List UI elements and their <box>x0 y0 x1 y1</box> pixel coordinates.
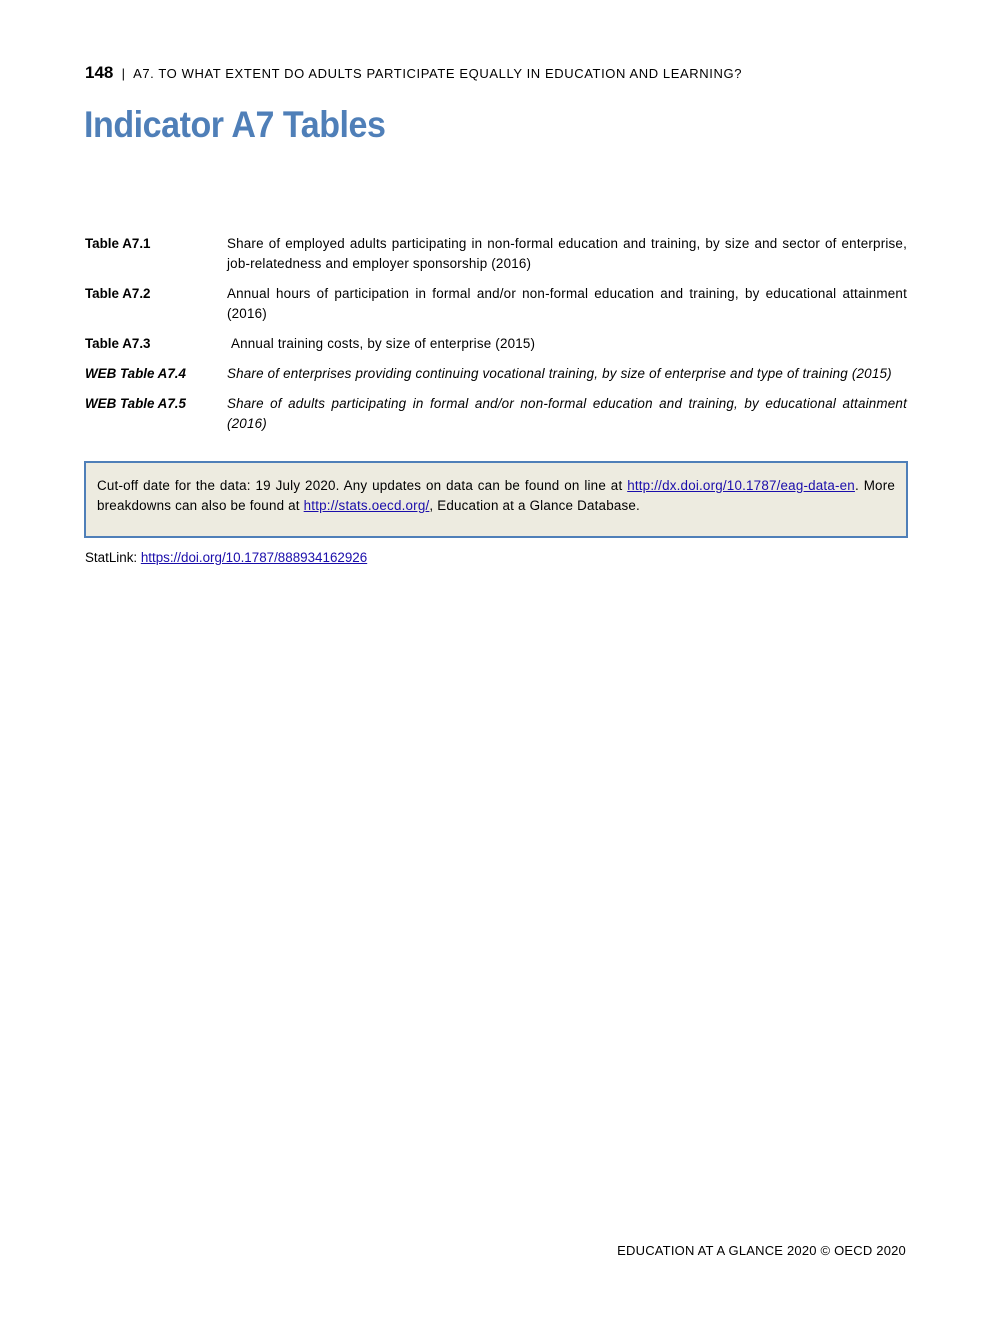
table-row <box>85 234 907 274</box>
page-title: Indicator A7 Tables <box>84 104 386 145</box>
data-note-box <box>84 461 908 538</box>
statlink <box>85 548 367 568</box>
table-label: Table A7.3 <box>85 336 151 351</box>
statlink-url[interactable]: https://doi.org/10.1787/888934162926 <box>140 550 368 565</box>
eag-data-link[interactable]: http://dx.doi.org/10.1787/eag-data-en <box>627 478 855 493</box>
page-footer: EDUCATION AT A GLANCE 2020 © OECD 2020 <box>617 1243 906 1258</box>
table-label: Table A7.2 <box>85 286 151 301</box>
header-separator: | <box>121 66 126 81</box>
table-label: Table A7.1 <box>85 236 151 251</box>
chapter-title: A7. TO WHAT EXTENT DO ADULTS PARTICIPATE EQUALLY IN EDUCATION AND LEARNING? <box>133 66 743 81</box>
note-text: , Education at a Glance Database. <box>429 498 640 513</box>
page-number: 148 <box>85 63 114 82</box>
table-description: Share of adults participating in formal and/or non-formal education and training, by educational attainment (2016) <box>227 396 907 431</box>
table-label: WEB Table A7.4 <box>85 366 186 381</box>
table-description: Annual hours of participation in formal and/or non-formal education and training, by educational attainment (2016) <box>227 286 907 321</box>
table-row <box>85 394 907 434</box>
table-description: Share of enterprises providing continuing vocational training, by size of enterprise and type of training (2015) <box>227 366 892 381</box>
oecd-stats-link[interactable]: http://stats.oecd.org/ <box>303 498 430 513</box>
table-description: Share of employed adults participating in non-formal education and training, by size and sector of enterprise, job-relatedness and employer sponsorship (2016) <box>227 236 907 271</box>
running-head <box>85 63 742 83</box>
table-row <box>85 284 907 324</box>
note-text: Cut-off date for the data: 19 July 2020. Any updates on data can be found on line at <box>97 478 628 493</box>
note-text: . More breakdowns can also be found at <box>97 478 895 513</box>
tables-list <box>85 234 907 444</box>
statlink-label: StatLink: <box>85 550 141 565</box>
table-description: Annual training costs, by size of enterprise (2015) <box>231 336 536 351</box>
table-label: WEB Table A7.5 <box>85 396 186 411</box>
table-row <box>85 334 907 354</box>
table-row <box>85 364 907 384</box>
